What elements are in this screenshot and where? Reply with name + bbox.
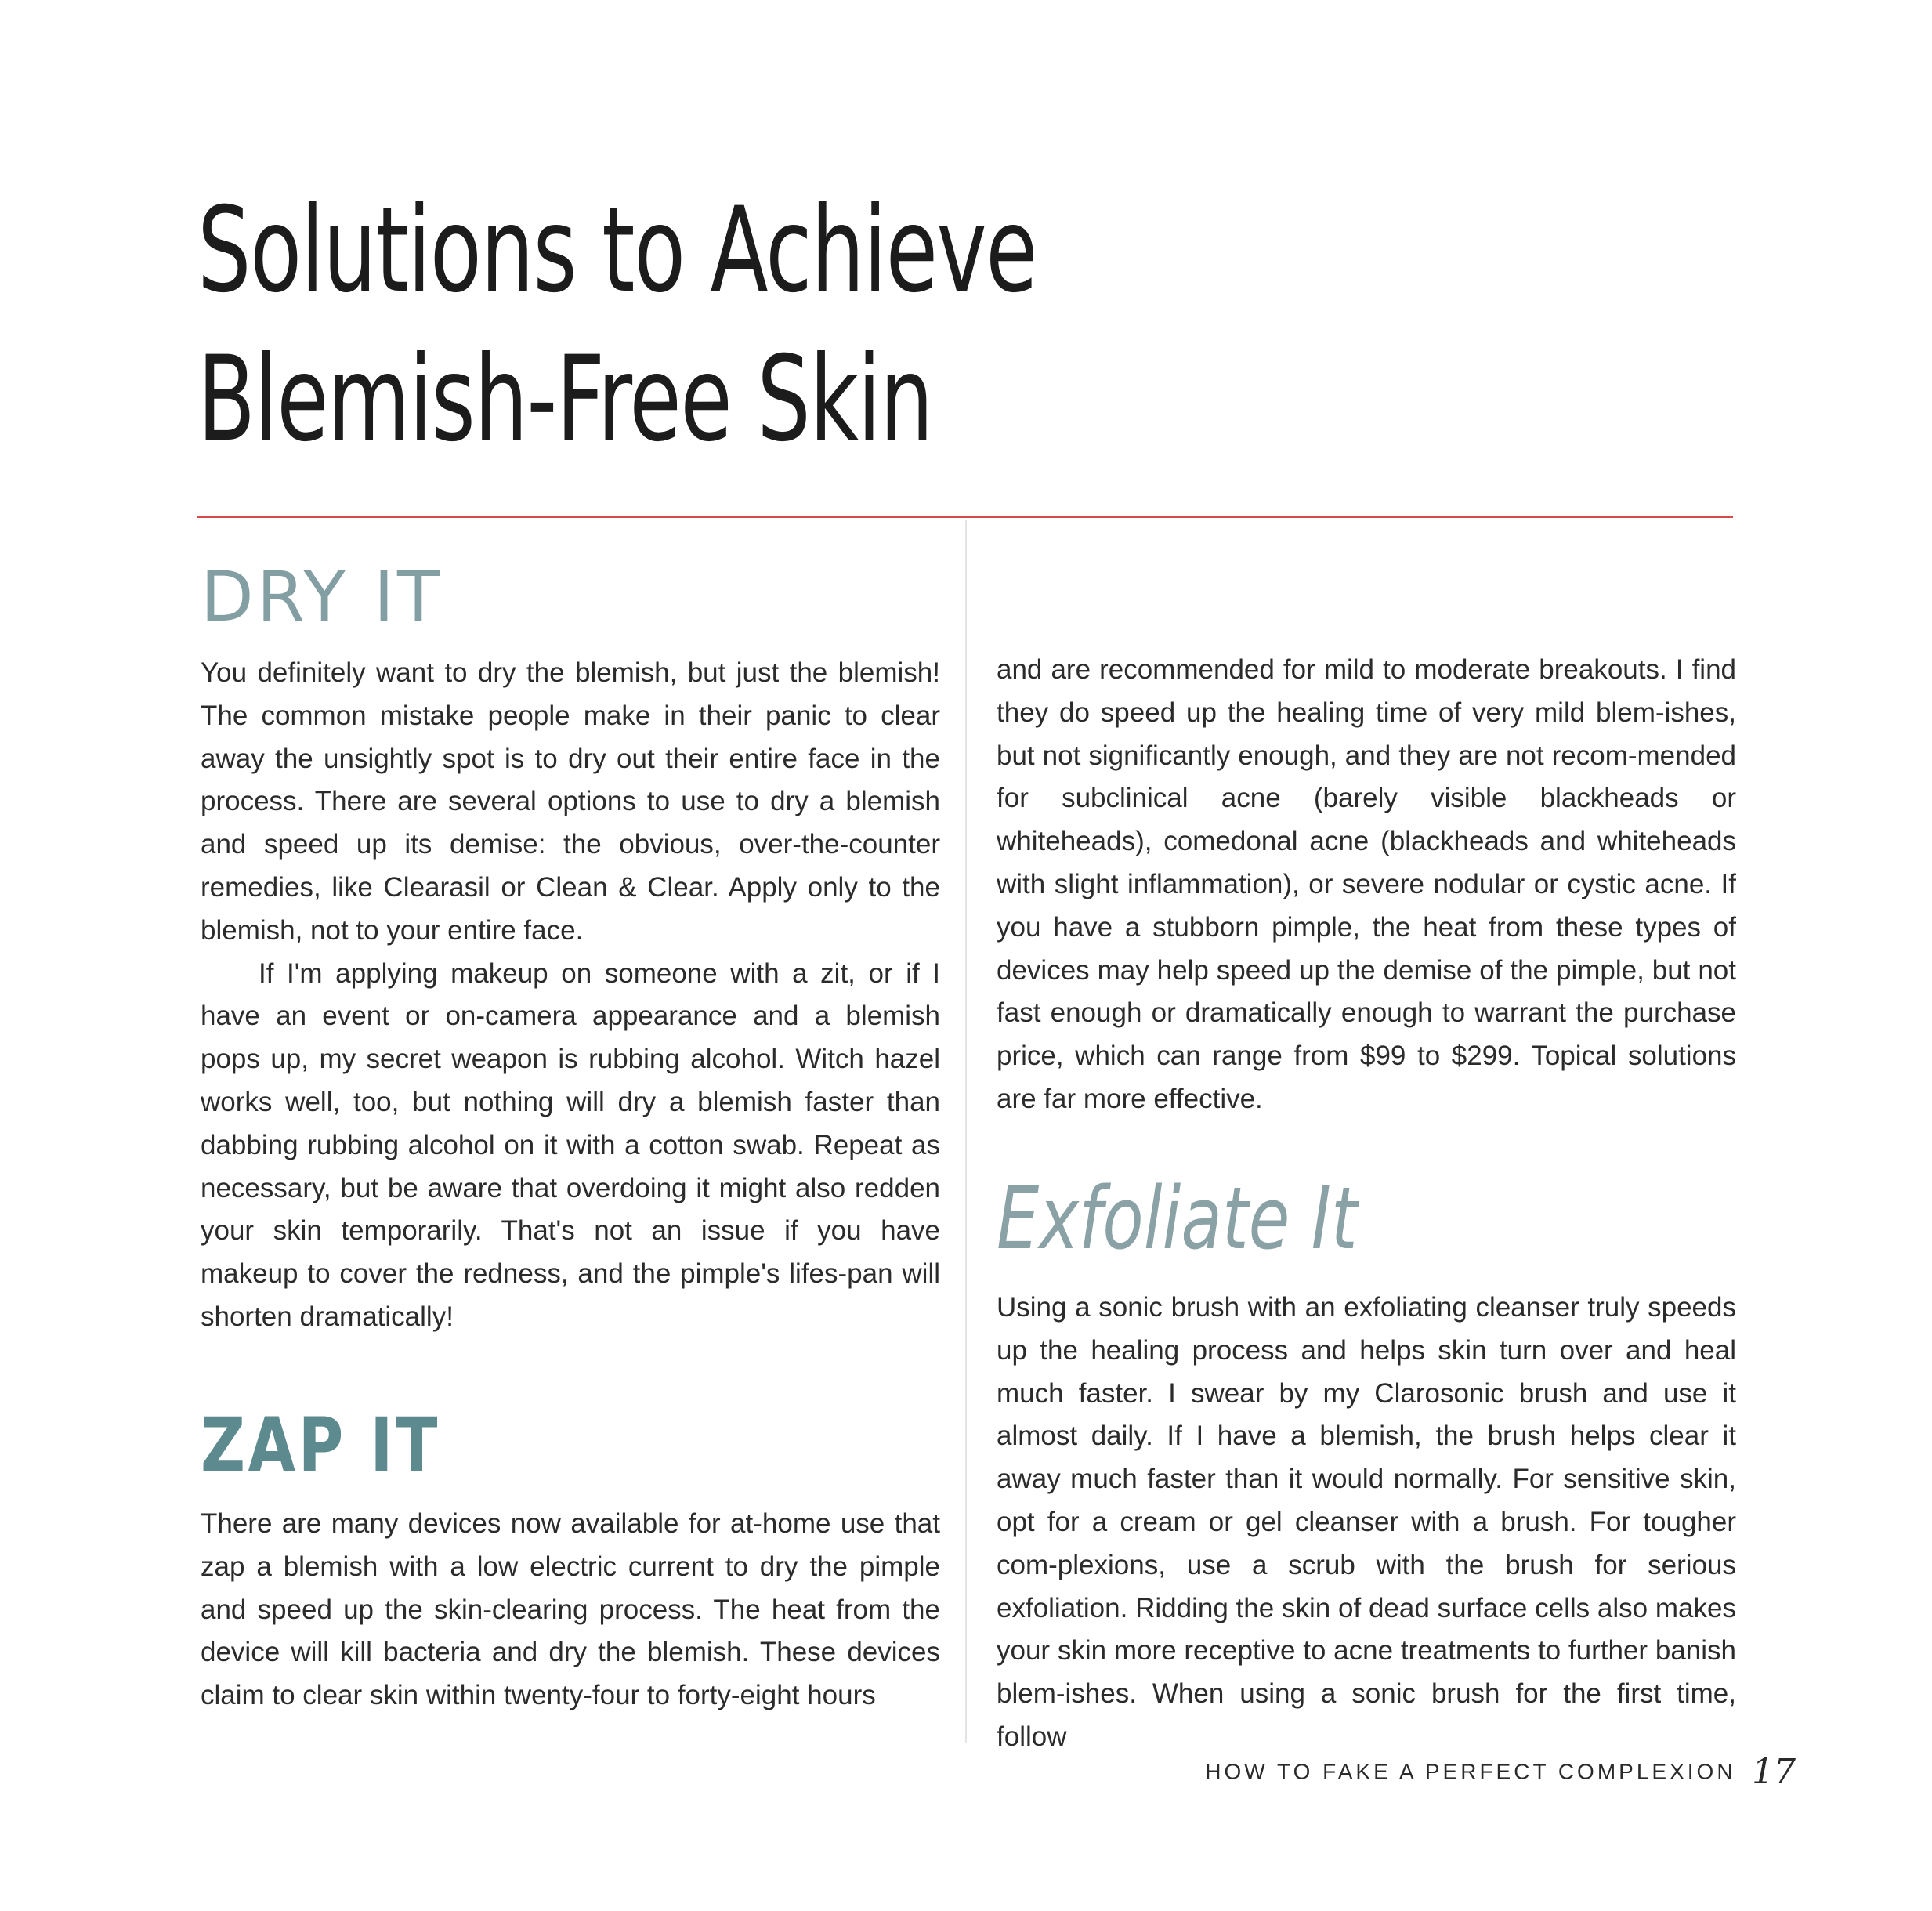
zap-it-body <box>201 1503 940 1717</box>
running-title: HOW TO FAKE A PERFECT COMPLEXION <box>1205 1759 1736 1784</box>
running-footer <box>1205 1752 1796 1792</box>
title-rule <box>197 516 1733 518</box>
zap-it-paragraph: There are many devices now available for at-home use that zap a blemish with a low electric current to dry the pimple and speed up the skin-clearing process. The heat from the device will kill bacteria and dry the blemish. These devices claim to clear skin within twenty-four to forty-eight hours <box>201 1508 940 1711</box>
dry-it-heading: DRY IT <box>201 556 443 637</box>
zap-it-continuation-paragraph: and are recommended for mild to moderate breakouts. I find they do speed up the healing time of very mild blem-ishes, but not significantly enough, and they are not recom-mended for subclinical acne (barely visible blackheads or whiteheads), comedonal acne (blackheads and whiteheads with slight inflammation), or severe nodular or cystic acne. If you have a stubborn pimple, the heat from these types of devices may help speed up the demise of the pimple, but not fast enough or dramatically enough to warrant the purchase price, which can range from $99 to $299. Topical solutions are far more effective. <box>997 654 1736 1114</box>
page-title <box>197 176 1156 474</box>
column-divider <box>965 520 967 1743</box>
page-title-line-1: Solutions to Achieve <box>197 183 1037 319</box>
dry-it-paragraph-2: If I'm applying makeup on someone with a zit, or if I have an event or on-camera appearance and a blemish pops up, my secret weapon is rubbing alcohol. Witch hazel works well, too, but nothing will dry a blemish faster than dabbing rubbing alcohol on it with a cotton swab. Repeat as necessary, but be aware that overdoing it might also redden your skin temporarily. That's not an issue if you have makeup to cover the redness, and the pimple's lifes-pan will shorten dramatically! <box>201 957 940 1332</box>
exfoliate-it-paragraph: Using a sonic brush with an exfoliating cleanser truly speeds up the healing process and helps skin turn over and heal much faster. I swear by my Clarosonic brush and use it almost daily. If I have a blemish, the brush helps clear it away much faster than it would normally. For sensitive skin, opt for a cream or gel cleanser with a brush. For tougher com-plexions, use a scrub with the brush for serious exfoliation. Ridding the skin of dead surface cells also makes your skin more receptive to acne treatments to further banish blem-ishes. When using a sonic brush for the first time, follow <box>997 1292 1736 1752</box>
page-title-line-2: Blemish-Free Skin <box>197 331 933 468</box>
dry-it-paragraph-1: You definitely want to dry the blemish, but just the blemish! The common mistake people make in their panic to clear away the unsightly spot is to dry out their entire face in the process. There are several options to use to dry a blemish and speed up its demise: the obvious, over-the-counter remedies, like Clearasil or Clean & Clear. Apply only to the blemish, not to your entire face. <box>201 657 940 946</box>
exfoliate-it-body <box>997 1287 1736 1759</box>
dry-it-body <box>201 652 940 1339</box>
zap-it-heading: ZAP IT <box>201 1402 440 1489</box>
page-number: 17 <box>1752 1752 1796 1792</box>
zap-it-continuation <box>997 649 1736 1121</box>
exfoliate-it-heading: Exfoliate It <box>997 1168 1358 1269</box>
